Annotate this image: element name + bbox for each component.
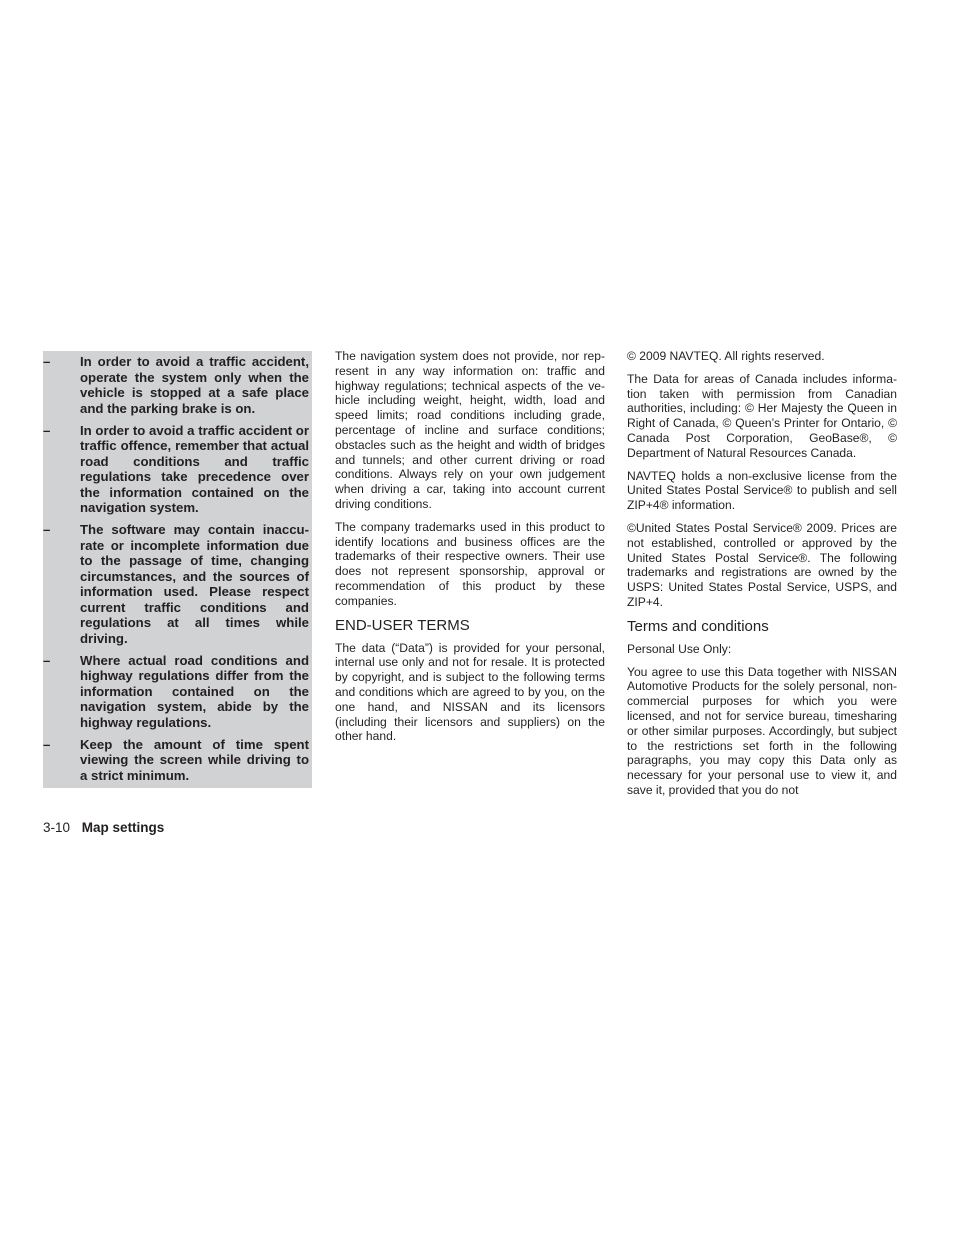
page-footer bbox=[43, 820, 164, 835]
warning-text: Keep the amount of time spent viewing the screen while driving to a strict minimum. bbox=[80, 736, 309, 783]
warning-item bbox=[43, 354, 309, 416]
warning-text: In order to avoid a traffic accident or traffic offence, remember that actual road conditions and traffic regulations take precedence over the information contained on the navigation system. bbox=[80, 422, 309, 515]
warning-text: The software may contain inaccurate or incomplete information due to the passage of time, changing circumstances, and the sources of information used. Please respect current traffic conditions and regulations at all times while driving. bbox=[80, 522, 309, 646]
warning-item bbox=[43, 653, 309, 731]
paragraph-canada-data: The Data for areas of Canada includes information taken with permission from Canadian authorities, including: © Her Majesty the Queen in Right of Canada, © Queen’s Printer for Ontario, © Canada Post Corporation, GeoBase®, © Department of Natural Resources Canada. bbox=[627, 371, 897, 460]
paragraph-usps-trademarks: ©United States Postal Service® 2009. Prices are not established, controlled or approved by the United States Postal Service®. The following trademarks and registrations are owned by the USPS: United States Postal Service, USPS, and ZIP+4. bbox=[627, 520, 897, 609]
warning-box bbox=[43, 351, 312, 788]
warning-text: In order to avoid a traffic accident, operate the system only when the vehicle is stopped at a safe place and the parking brake is on. bbox=[80, 354, 309, 416]
paragraph-personal-use: Personal Use Only: bbox=[627, 641, 732, 656]
paragraph-copyright: © 2009 NAVTEQ. All rights reserved. bbox=[627, 349, 825, 363]
dash-bullet: – bbox=[43, 652, 51, 668]
warning-item bbox=[43, 423, 309, 516]
dash-bullet: – bbox=[43, 522, 51, 537]
warning-item bbox=[43, 522, 309, 646]
heading-end-user-terms: END-USER TERMS bbox=[335, 616, 470, 634]
paragraph-trademarks: The company trademarks used in this product to identify locations and business offices are the trademarks of their respective owners. Their use does not represent sponsorship, approval or recommendation of this product by these companies. bbox=[335, 519, 605, 608]
warning-item bbox=[43, 737, 309, 784]
middle-column bbox=[335, 349, 605, 752]
paragraph-use-agreement: You agree to use this Data together with NISSAN Automotive Products for the solely personal, non-commercial purposes for which you were licensed, and not for service bureau, timesharing or other similar purposes. Accordingly, but subject to the restrictions set forth in the following paragraphs, you may copy this Data only as necessary for your personal use to view it, and save it, provided that you do not bbox=[627, 664, 897, 797]
page-number: 3-10 bbox=[43, 820, 71, 835]
right-column bbox=[627, 349, 897, 806]
dash-bullet: – bbox=[43, 422, 51, 438]
heading-terms-and-conditions: Terms and conditions bbox=[627, 617, 769, 635]
warning-text: Where actual road conditions and highway regulations differ from the information contained on the navigation system, abide by the highway regulations. bbox=[80, 652, 309, 730]
paragraph-data-terms: The data (“Data”) is provided for your personal, internal use only and not for resale. It is protected by copyright, and is subject to the following terms and conditions which are agreed to by you, on the one hand, and NISSAN and its licensors (including their licensors and suppliers) on the other hand. bbox=[335, 640, 605, 744]
dash-bullet: – bbox=[43, 736, 51, 752]
paragraph-navigation-disclaimer: The navigation system does not provide, nor represent in any way information on: traffic and highway regulations; technical aspects of the vehicle including weight, height, width, load and speed limits; road conditions including grade, percentage of incline and surface conditions; obstacles such as the height and width of bridges and tunnels; and other current driving or road conditions. Always rely on your own judgement when driving a car, taking into account current driving conditions. bbox=[335, 349, 605, 511]
dash-bullet: – bbox=[43, 354, 51, 369]
paragraph-usps-license: NAVTEQ holds a non-exclusive license from the United States Postal Service® to publish and sell ZIP+4® information. bbox=[627, 468, 897, 513]
section-title: Map settings bbox=[81, 820, 165, 835]
